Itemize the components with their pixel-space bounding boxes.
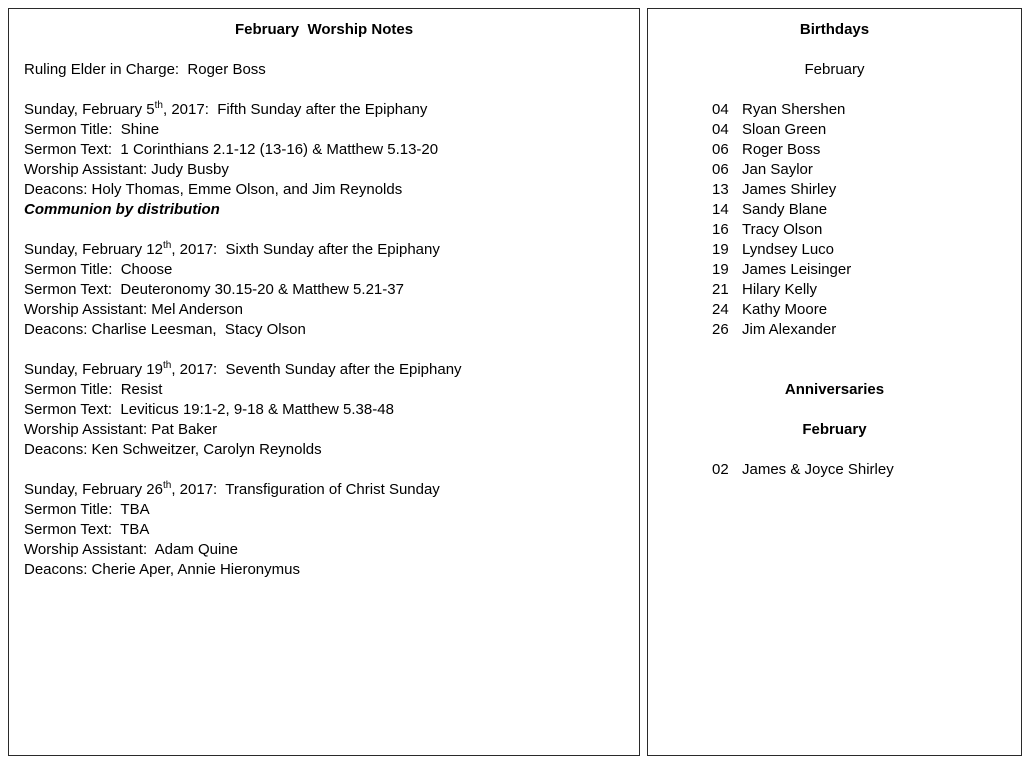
birthday-day: 16 [712,221,729,238]
service-date-prefix: Sunday, February 5 [24,101,155,118]
service-date-ordinal: th [162,240,172,251]
birthday-row [663,320,1006,340]
birthday-name: Jan Saylor [742,161,813,178]
service-date-ordinal: th [154,100,163,111]
birthday-name: Lyndsey Luco [742,241,835,258]
birthday-name: Hilary Kelly [742,281,818,298]
deacons-line: Deacons: Ken Schweitzer, Carolyn Reynolds [24,441,322,458]
birthday-day: 13 [712,181,729,198]
birthday-name: James Leisinger [742,261,852,278]
birthday-name: Sloan Green [742,121,827,138]
communion-note-line: Communion by distribution [24,201,220,218]
worship-notes-title: February Worship Notes [234,21,414,38]
deacons-line: Deacons: Charlise Leesman, Stacy Olson [24,321,306,338]
birthday-row [663,120,1006,140]
birthdays-month: February [804,61,865,78]
anniversaries-title: Anniversaries [784,381,885,398]
birthdays-title: Birthdays [799,21,870,38]
service-date-suffix: , 2017: Transfiguration of Christ Sunday [171,481,440,498]
sermon-title-line: Sermon Title: Choose [24,261,173,278]
birthday-row [663,180,1006,200]
service-date-prefix: Sunday, February 12 [24,241,163,258]
service-date [24,480,624,500]
worship-assistant-line: Worship Assistant: Judy Busby [24,161,229,178]
service-date-suffix: , 2017: Seventh Sunday after the Epiphany [171,361,462,378]
birthday-day: 14 [712,201,729,218]
birthday-name: James Shirley [742,181,837,198]
service-date [24,240,624,260]
birthday-day: 06 [712,141,729,158]
service-date-ordinal: th [162,360,172,371]
sermon-text-line: Sermon Text: TBA [24,521,150,538]
birthday-day: 19 [712,261,729,278]
sermon-title-line: Sermon Title: TBA [24,501,150,518]
birthday-name: Roger Boss [742,141,821,158]
birthday-row [663,220,1006,240]
birthday-row [663,300,1006,320]
birthday-day: 21 [712,281,729,298]
sermon-text-line: Sermon Text: Leviticus 19:1-2, 9-18 & Matthew 5.38-48 [24,401,394,418]
birthdays-panel [647,8,1022,756]
birthday-row [663,260,1006,280]
service-date-prefix: Sunday, February 19 [24,361,163,378]
service-date [24,360,624,380]
deacons-line: Deacons: Holy Thomas, Emme Olson, and Jim Reynolds [24,181,403,198]
birthday-name: Kathy Moore [742,301,828,318]
birthday-day: 19 [712,241,729,258]
service-block-feb19 [24,360,624,460]
anniversary-row [663,460,1006,480]
deacons-line: Deacons: Cherie Aper, Annie Hieronymus [24,561,300,578]
birthday-name: Ryan Shershen [742,101,846,118]
service-date-suffix: , 2017: Fifth Sunday after the Epiphany [162,101,428,118]
birthday-day: 06 [712,161,729,178]
birthday-day: 04 [712,101,729,118]
service-date [24,100,624,120]
service-date-prefix: Sunday, February 26 [24,481,163,498]
sermon-title-line: Sermon Title: Shine [24,121,160,138]
birthday-row [663,240,1006,260]
birthday-row [663,100,1006,120]
worship-assistant-line: Worship Assistant: Pat Baker [24,421,218,438]
sermon-text-line: Sermon Text: Deuteronomy 30.15-20 & Matthew 5.21-37 [24,281,404,298]
sermon-title-line: Sermon Title: Resist [24,381,163,398]
birthday-row [663,140,1006,160]
worship-assistant-line: Worship Assistant: Adam Quine [24,541,238,558]
service-date-suffix: , 2017: Sixth Sunday after the Epiphany [171,241,440,258]
birthday-day: 04 [712,121,729,138]
anniversary-day: 02 [712,461,729,478]
service-block-feb12 [24,240,624,340]
service-block-feb5 [24,100,624,220]
service-block-feb26 [24,480,624,580]
birthday-day: 26 [712,321,729,338]
birthday-row [663,160,1006,180]
birthday-row [663,280,1006,300]
service-date-ordinal: th [162,480,172,491]
birthday-name: Jim Alexander [742,321,837,338]
ruling-elder-line: Ruling Elder in Charge: Roger Boss [24,61,266,78]
worship-notes-panel [8,8,640,756]
birthday-day: 24 [712,301,729,318]
worship-assistant-line: Worship Assistant: Mel Anderson [24,301,243,318]
birthday-name: Tracy Olson [742,221,823,238]
birthday-row [663,200,1006,220]
birthday-name: Sandy Blane [742,201,828,218]
anniversaries-month: February [802,421,867,438]
anniversary-name: James & Joyce Shirley [742,461,894,478]
sermon-text-line: Sermon Text: 1 Corinthians 2.1-12 (13-16) & Matthew 5.13-20 [24,141,439,158]
